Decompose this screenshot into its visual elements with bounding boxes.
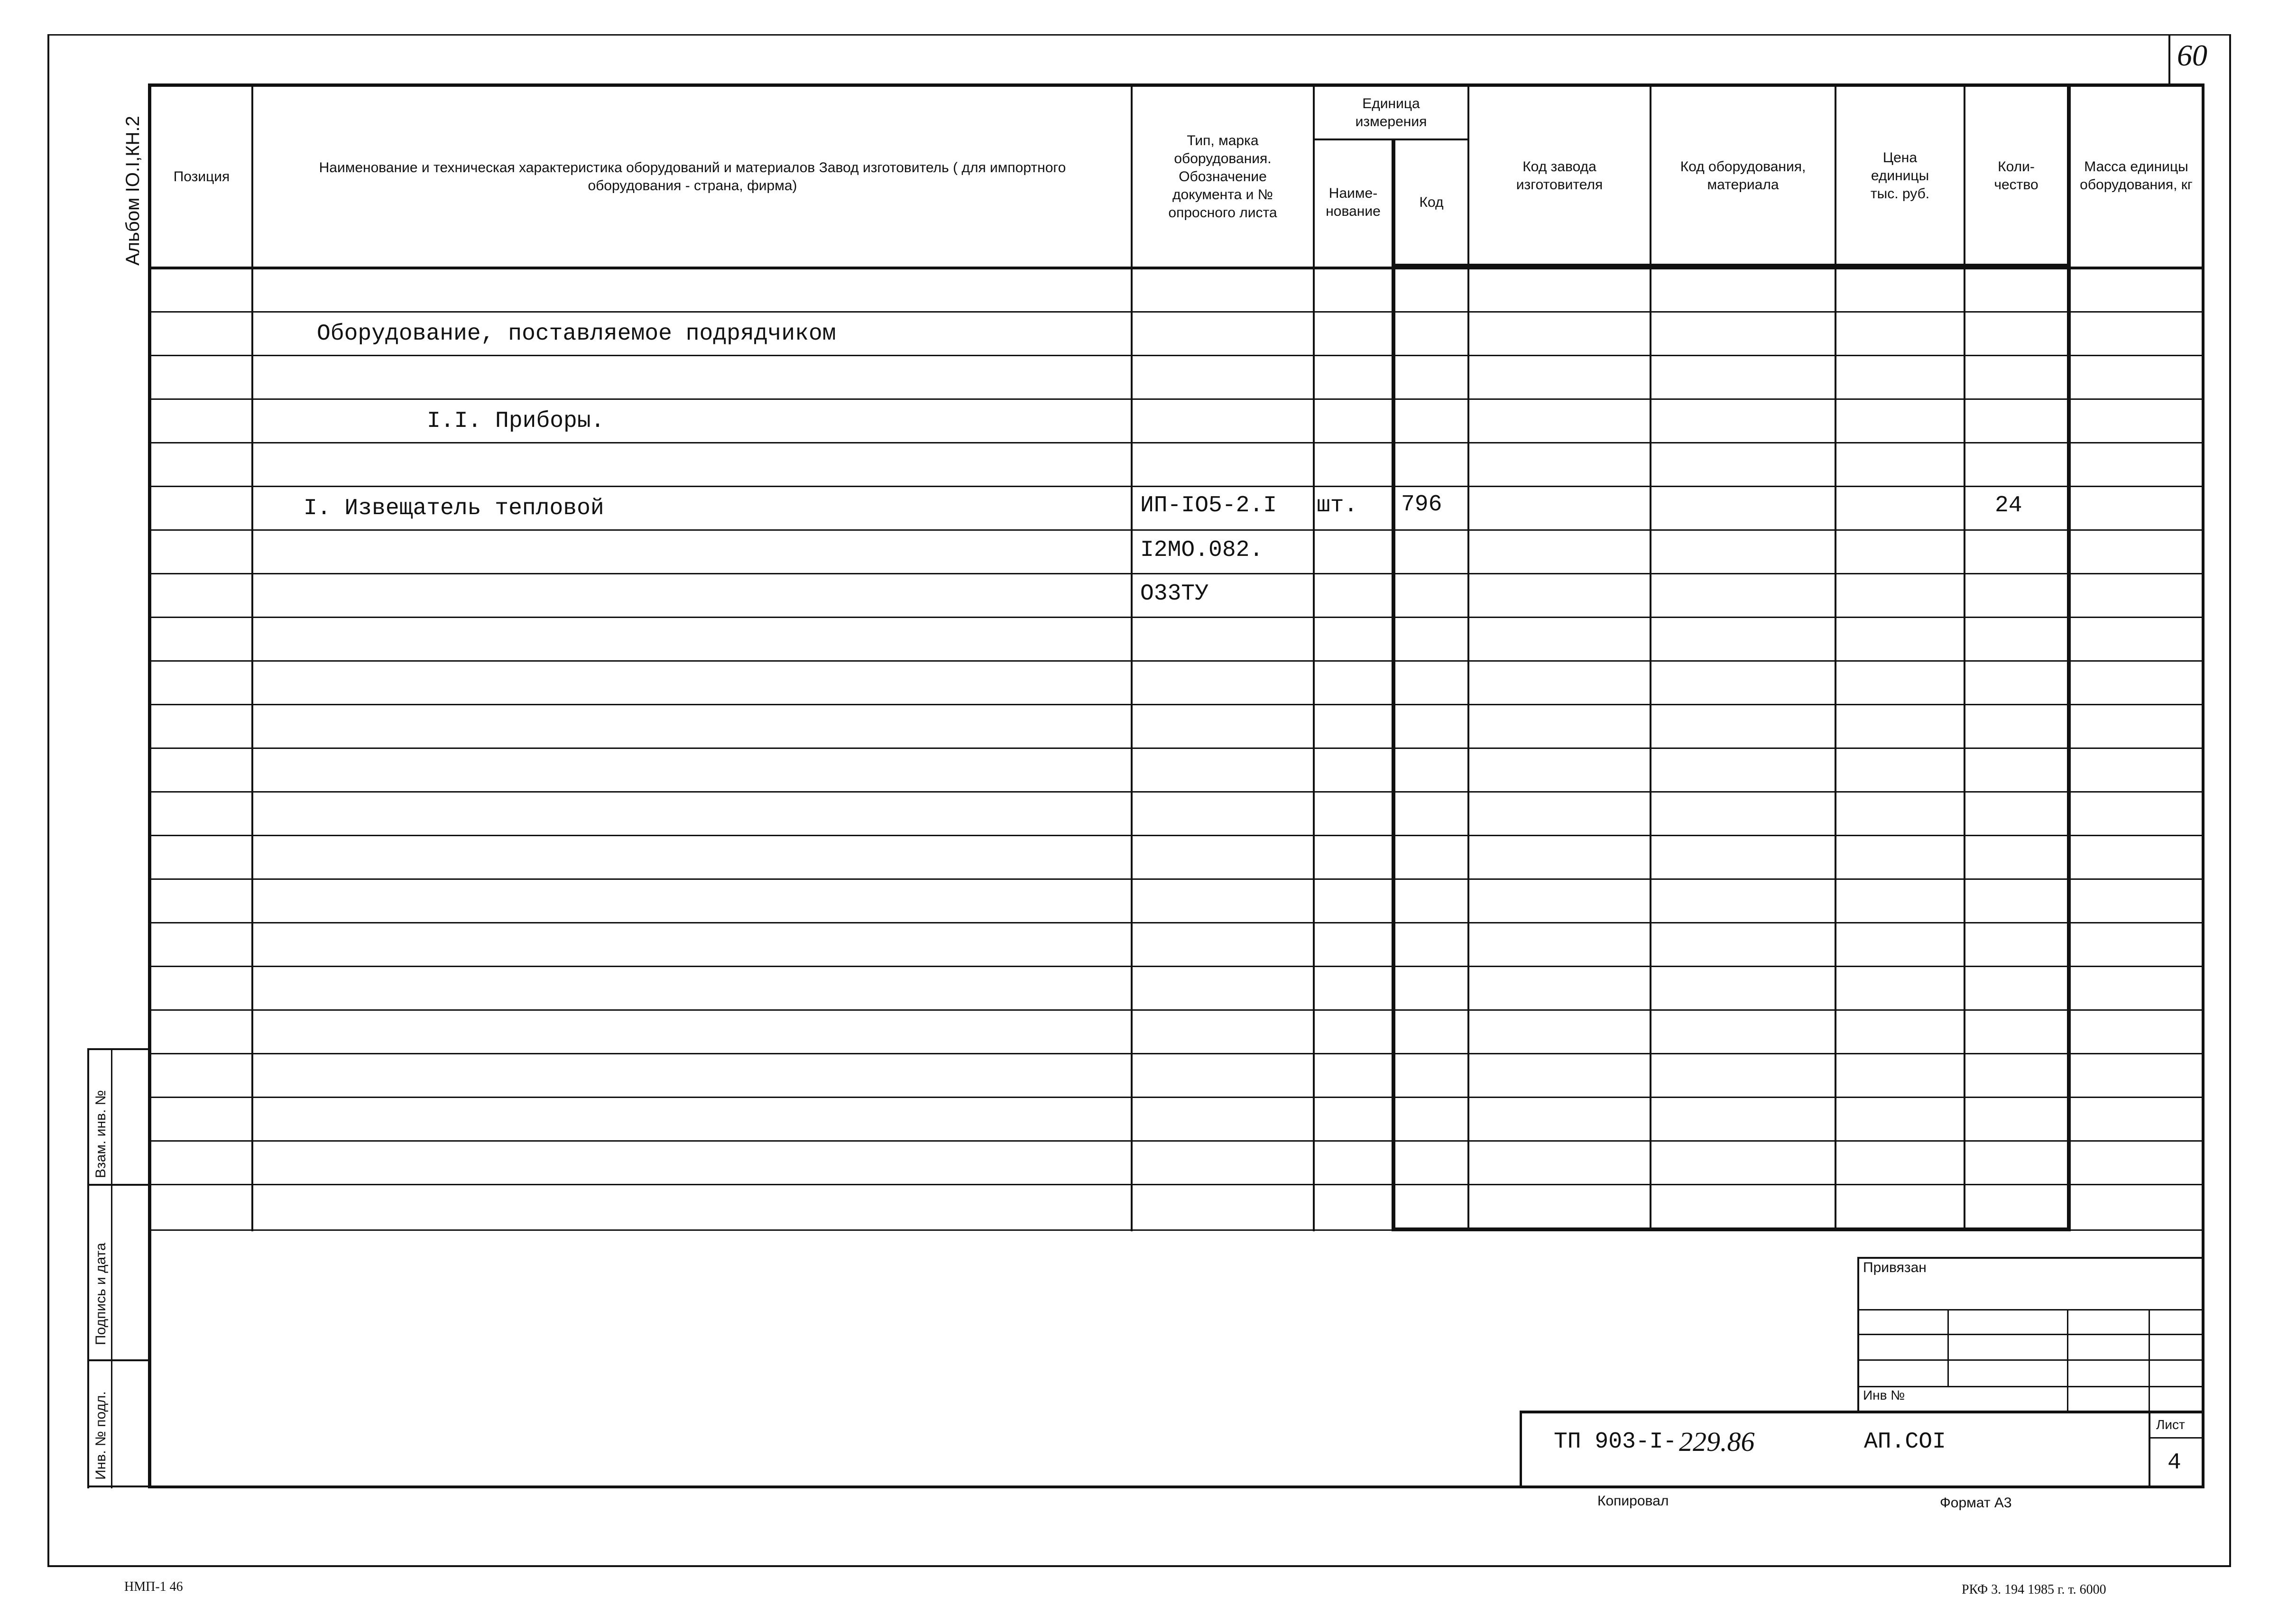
col-div-2 [1131, 83, 1133, 1231]
stamp-vzam: Взам. инв. № [93, 1090, 109, 1178]
row-line [149, 1009, 2203, 1011]
row-line [149, 1184, 2203, 1185]
section-title: Оборудование, поставляемое подрядчиком [317, 321, 836, 347]
stamp-left-border [87, 1048, 89, 1488]
row-line [149, 311, 2203, 313]
row-line [149, 1097, 2203, 1098]
header-unit-group: Единица измерения [1355, 96, 1427, 129]
row-line [149, 704, 2203, 705]
row-line [149, 747, 2203, 749]
code-block-left [1520, 1411, 1522, 1488]
item-unit-name: шт. [1317, 493, 1358, 518]
row-line [149, 573, 2203, 574]
header-unit-name: Наиме-нование [1326, 185, 1381, 219]
item-type-line3: О33ТУ [1140, 581, 1209, 607]
stamp-div-1 [87, 1184, 150, 1186]
outer-frame-left [47, 34, 49, 1567]
sheet-number: 60 [2177, 38, 2207, 72]
stamp-bottom [87, 1486, 150, 1487]
header-mass: Масса единицы оборудования, кг [2080, 159, 2193, 193]
row-line [149, 442, 2203, 443]
list-number: 4 [2168, 1450, 2181, 1476]
privyazan-label: Привязан [1863, 1260, 1927, 1275]
header-equipment-code: Код оборудования, материала [1680, 159, 1806, 193]
header-factory-code: Код завода изготовителя [1516, 159, 1603, 193]
copied-label: Копировал [1597, 1493, 1669, 1509]
list-label: Лист [2156, 1417, 2185, 1432]
doc-mark: АП.СОI [1864, 1429, 1946, 1455]
privyazan-row-2 [1857, 1334, 2202, 1335]
row-line [149, 1053, 2203, 1054]
row-line [149, 878, 2203, 880]
privyazan-col-3 [2149, 1309, 2150, 1413]
row-line [149, 660, 2203, 662]
table-right-border [2202, 83, 2204, 1488]
row-line [149, 922, 2203, 923]
row-line [149, 835, 2203, 836]
doc-code-handwritten: 229.86 [1679, 1426, 1755, 1457]
row-line [149, 398, 2203, 400]
subsection-title: I.I. Приборы. [427, 408, 605, 434]
table-left-border [148, 83, 151, 1488]
list-box-divider [2149, 1437, 2202, 1439]
row-line [149, 1229, 2203, 1231]
table-bottom-border [148, 1486, 2204, 1488]
privyazan-row-1 [1857, 1309, 2202, 1310]
row-line [149, 617, 2203, 618]
privyazan-top [1857, 1257, 2202, 1259]
right-mark: РКФ 3. 194 1985 г. т. 6000 [1962, 1582, 2106, 1597]
row-line [149, 791, 2203, 793]
privyazan-left [1857, 1257, 1859, 1413]
stamp-inner [111, 1048, 112, 1488]
item-type-line1: ИП-IO5-2.I [1140, 493, 1277, 518]
header-type: Тип, марка оборудования. Обозначение документа и № опросного листа [1168, 133, 1277, 221]
list-box-left [2149, 1411, 2150, 1488]
stamp-inv: Инв. № подл. [93, 1391, 109, 1480]
table-top-border [149, 83, 2204, 87]
item-name: I. Извещатель тепловой [304, 496, 604, 521]
stamp-top [87, 1048, 150, 1050]
sheet-number-box-left [2168, 34, 2170, 83]
outer-frame-bottom [47, 1565, 2231, 1567]
col-div-9 [2067, 83, 2071, 1231]
col-div-1 [251, 83, 253, 1231]
row-line [149, 966, 2203, 967]
stamp-podpis: Подпись и дата [93, 1243, 109, 1345]
stamp-div-2 [87, 1359, 150, 1361]
outer-frame-top [47, 34, 2229, 36]
privyazan-row-4 [1857, 1386, 2202, 1387]
header-unit-code: Код [1419, 194, 1444, 210]
row-line [149, 529, 2203, 531]
code-block-top [1520, 1411, 2202, 1413]
left-mark: НМП-1 46 [124, 1579, 183, 1594]
row-line [149, 1140, 2203, 1142]
album-label: Альбом IO.I,КН.2 [122, 116, 143, 266]
inv-no-label: Инв № [1863, 1388, 1905, 1403]
header-name: Наименование и техническая характеристика оборудований и материалов Завод изготовитель ( для импортного оборудования - страна, фирма) [319, 160, 1066, 194]
item-unit-code: 796 [1401, 492, 1442, 517]
privyazan-col-1 [1947, 1309, 1949, 1386]
col-div-4 [1392, 138, 1395, 1231]
privyazan-row-3 [1857, 1359, 2202, 1361]
doc-code: ТП 903-I- [1554, 1429, 1677, 1455]
row-line [149, 486, 2203, 487]
outer-frame-right [2229, 34, 2231, 1567]
privyazan-col-2 [2067, 1309, 2068, 1413]
header-price: Цена единицы тыс. руб. [1870, 150, 1930, 202]
item-quantity: 24 [1995, 493, 2022, 518]
format-label: Формат А3 [1940, 1495, 2012, 1511]
header-position: Позиция [173, 169, 230, 185]
item-type-line2: I2МО.082. [1140, 537, 1264, 563]
row-line [149, 355, 2203, 356]
header-quantity: Коли-чество [1994, 159, 2038, 193]
